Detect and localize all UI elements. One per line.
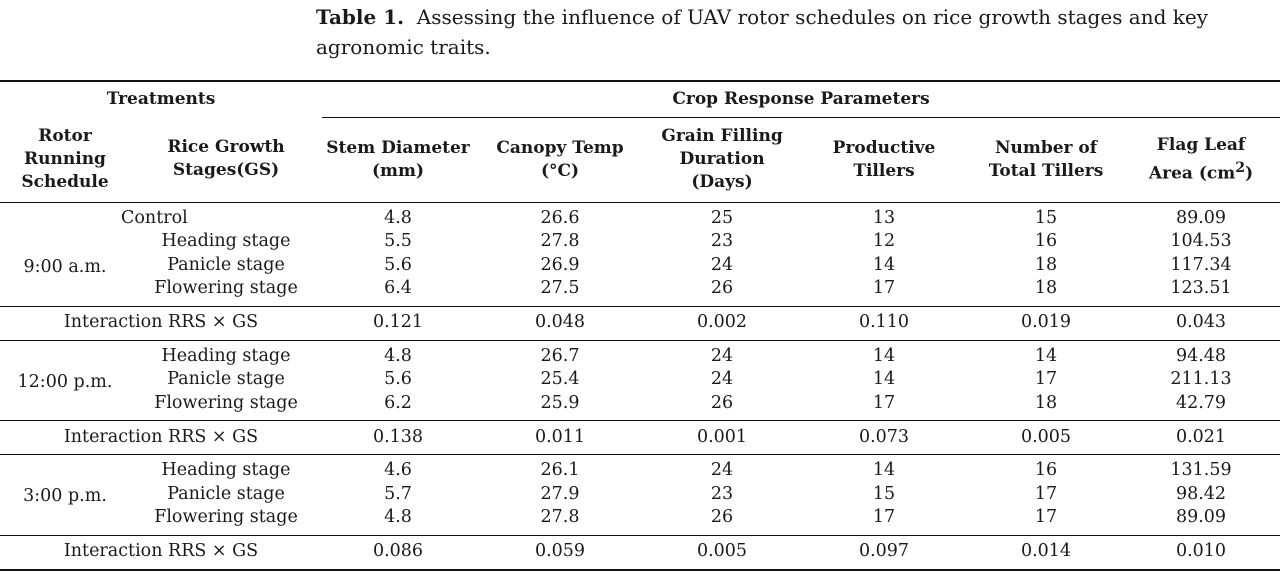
canopy-cell: 0.011 [474,421,646,455]
col-stem-diameter: Stem Diameter (mm) [322,117,474,202]
canopy-cell: 27.8 [474,506,646,535]
table-row [0,368,1280,392]
col-canopy-temp: Canopy Temp (°C) [474,117,646,202]
prod-cell: 15 [872,483,896,504]
total-cell: 18 [1034,254,1058,275]
grain-cell: 24 [710,254,734,275]
table-row [0,483,1280,507]
grain-cell: 24 [710,460,734,480]
interaction-row [0,306,1280,340]
total-cell: 0.014 [1020,541,1072,562]
stage-cell: Heading stage [161,460,291,480]
stem-cell: 0.086 [372,541,424,562]
table-row [0,254,1280,278]
interaction-row [0,421,1280,455]
flag-cell: 0.043 [1122,306,1280,340]
grain-cell: 26 [646,392,798,421]
col-flag-leaf-area: Flag Leaf Area $(cm^2)$ [1122,117,1280,202]
canopy-cell: 27.8 [540,231,580,251]
schedule-cell: 3:00 p.m. [0,455,130,536]
flag-cell: 0.021 [1122,421,1280,455]
stage-cell: Flowering stage [130,392,322,421]
canopy-cell: 0.048 [474,306,646,340]
stage-cell: Panicle stage [167,483,285,504]
stem-cell: 5.6 [384,254,412,275]
stage-cell: Control [121,207,188,228]
flag-cell: 89.09 [1122,506,1280,535]
total-cell: 17 [970,506,1122,535]
crop-response-header: Crop Response Parameters [322,81,1280,117]
stem-cell: 6.2 [322,392,474,421]
flag-cell: 0.010 [1175,541,1227,562]
total-cell: 14 [1034,345,1058,366]
flag-cell: 117.34 [1170,254,1232,275]
canopy-cell: 26.1 [540,460,580,480]
stage-cell: Panicle stage [167,369,285,389]
col-grain-filling: Grain Filling Duration (Days) [646,117,798,202]
prod-cell: 17 [798,392,970,421]
stem-cell: 4.8 [384,345,412,366]
flag-cell: 104.53 [1170,231,1232,251]
stem-cell: 4.8 [384,207,412,228]
stem-cell: 6.4 [322,277,474,306]
stem-cell: 4.8 [322,506,474,535]
stem-cell: 5.6 [384,369,412,389]
prod-cell: 0.110 [798,306,970,340]
flag-cell: 42.79 [1122,392,1280,421]
grain-cell: 26 [646,506,798,535]
stage-cell: Flowering stage [130,277,322,306]
col-total-tillers: Number of Total Tillers [970,117,1122,202]
total-cell: 15 [1034,207,1058,228]
table-row [0,230,1280,254]
results-table [0,80,1280,571]
flag-cell: 98.42 [1175,483,1227,504]
canopy-cell: 27.9 [540,483,580,504]
prod-cell: 13 [872,207,896,228]
stage-cell: Heading stage [161,231,291,251]
interaction-label: Interaction RRS × GS [0,421,322,455]
total-cell: 16 [1034,231,1058,251]
prod-cell: 14 [872,345,896,366]
prod-cell: 14 [872,369,896,389]
prod-cell: 17 [798,277,970,306]
stage-cell: Flowering stage [130,506,322,535]
flag-cell: 131.59 [1170,460,1232,480]
table-row [0,455,1280,483]
total-cell: 18 [970,392,1122,421]
grain-cell: 24 [710,345,734,366]
flag-cell: 123.51 [1122,277,1280,306]
prod-cell: 0.073 [798,421,970,455]
table-row [0,202,1280,230]
canopy-cell: 26.7 [540,345,580,366]
total-cell: 16 [1034,460,1058,480]
column-header-row [0,117,1280,202]
total-cell: 17 [1034,483,1058,504]
total-cell: 0.005 [970,421,1122,455]
canopy-cell: 0.059 [534,541,586,562]
group-header-row [0,81,1280,117]
total-cell: 17 [1034,369,1058,389]
stem-cell: 5.7 [384,483,412,504]
prod-cell: 12 [872,231,896,251]
total-cell: 18 [970,277,1122,306]
canopy-cell: 25.4 [540,369,580,389]
stem-cell: 5.5 [384,231,412,251]
table-row [0,392,1280,421]
stem-cell: 4.6 [384,460,412,480]
schedule-cell: 12:00 p.m. [0,340,130,421]
canopy-cell: 27.5 [474,277,646,306]
flag-cell: 211.13 [1170,369,1232,389]
grain-cell: 0.002 [646,306,798,340]
schedule-cell: 9:00 a.m. [0,230,130,306]
stage-cell: Panicle stage [167,254,285,275]
col-growth-stage: Rice Growth Stages(GS) [130,117,322,202]
interaction-label: Interaction RRS × GS [0,306,322,340]
prod-cell: 14 [872,254,896,275]
table-row [0,506,1280,535]
table-caption [316,2,1280,62]
table-row [0,340,1280,368]
grain-cell: 24 [710,369,734,389]
grain-cell: 0.005 [696,541,748,562]
prod-cell: 14 [872,460,896,480]
caption-text: Assessing the influence of UAV rotor schedules on rice growth stages and key agronomic traits. [316,5,1209,59]
flag-cell: 89.09 [1175,207,1227,228]
grain-cell: 26 [646,277,798,306]
table-row [0,277,1280,306]
canopy-cell: 25.9 [474,392,646,421]
canopy-cell: 26.6 [540,207,580,228]
prod-cell: 0.097 [858,541,910,562]
col-rotor-schedule: Rotor Running Schedule [0,117,130,202]
grain-cell: 0.001 [646,421,798,455]
col-productive-tillers: Productive Tillers [798,117,970,202]
interaction-label: Interaction RRS × GS [63,541,259,562]
grain-cell: 25 [710,207,734,228]
interaction-row [0,535,1280,570]
prod-cell: 17 [798,506,970,535]
total-cell: 0.019 [970,306,1122,340]
caption-label: Table 1. [316,5,405,29]
stage-cell: Heading stage [161,345,291,366]
canopy-cell: 26.9 [540,254,580,275]
stem-cell: 0.138 [322,421,474,455]
grain-cell: 23 [710,483,734,504]
treatments-header: Treatments [106,89,216,109]
flag-cell: 94.48 [1175,345,1227,366]
stem-cell: 0.121 [322,306,474,340]
grain-cell: 23 [710,231,734,251]
